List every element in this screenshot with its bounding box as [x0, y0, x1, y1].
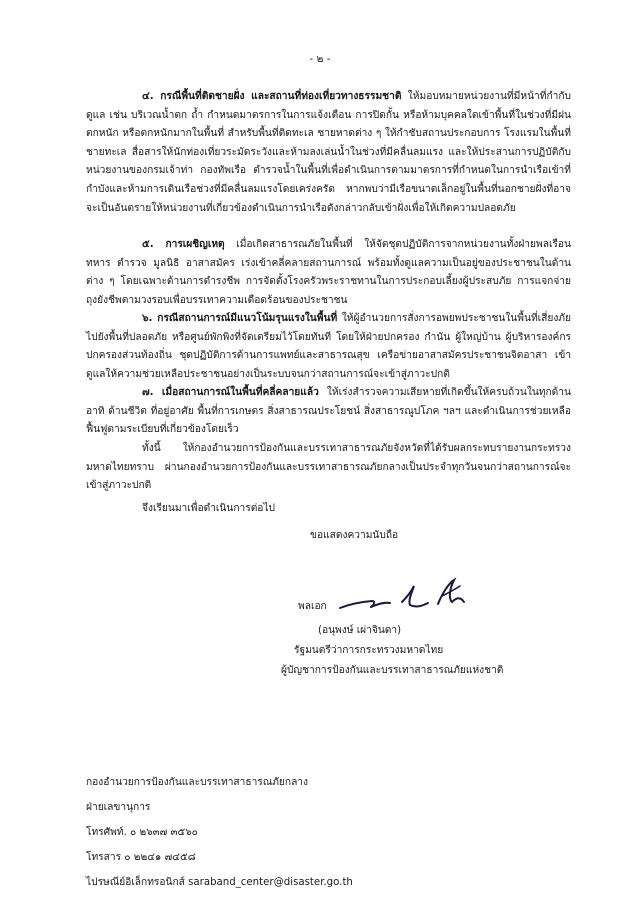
paragraph-6-heading: ๖. กรณีสถานการณ์มีแนวโน้มรุนแรงในพื้นที่ [142, 313, 338, 324]
signatory-title-2: ผู้บัญชาการป้องกันและบรรเทาสาธารณภัยแห่งชาติ [281, 665, 504, 676]
paragraph-summary [86, 440, 571, 496]
paragraph-7-text: ให้เร่งสำรวจความเสียหายที่เกิดขึ้นให้ครบถ้วนในทุกด้าน อาทิ ด้านชีวิต ที่อยู่อาศัย พื้นที่การเกษตร สิ่งสาธารณประโยชน์ สิ่งสาธารณูปโภค ฯลฯ และดำเนินการช่วยเหลือฟื้นฟูตามระเบียบที่เกี่ยวข้องโดยเร็ว [86, 387, 571, 436]
sender-email: ไปรษณีย์อิเล็กทรอนิกส์ saraband_center@disaster.go.th [86, 877, 353, 888]
sender-section: ฝ่ายเลขานุการ [86, 802, 151, 813]
page-number: - ๒ - [309, 53, 331, 65]
paragraph-6 [86, 310, 571, 384]
sender-fax: โทรสาร ๐ ๒๒๔๑ ๗๔๕๘ [86, 852, 196, 863]
paragraph-4-text: ให้มอบหมายหน่วยงานที่มีหน้าที่กำกับดูแล เช่น บริเวณน้ำตก ถ้ำ กำหนดมาตรการในการแจ้งเตือน การปิดกั้น หรือห้ามบุคคลใดเข้าพื้นที่ในช่วงที่มีฝนตกหนัก หรือตกหนักมากในพื้นที่ สำหรับพื้นที่ติดทะเล ชายหาดต่าง ๆ ให้กำชับสถานประกอบการ โรงแรมในพื้นที่ชายทะเล สื่อสารให้นักท่องเที่ยวระมัดระวังและห้ามลงเล่นน้ำในช่วงที่มีคลื่นลมแรง และให้ประสานการปฏิบัติกับหน่วยงานของกรมเจ้าท่า กองทัพเรือ ตำรวจน้ำในพื้นที่เพื่อดำเนินการตามมาตรการที่กำหนดในการนำเรือเข้าที่กำบังและห้ามการเดินเรือช่วงที่มีคลื่นลมแรงโดยเคร่งครัด หากพบว่ามีเรือขนาดเล็กอยู่ในพื้นที่นอกชายฝั่งที่อาจจะเป็นอันตรายให้หน่วยงานที่เกี่ยวข้องดำเนินการนำเรือดังกล่าวกลับเข้าฝั่งเพื่อให้เกิดความปลอดภัย [86, 91, 571, 214]
paragraph-5-text: เมื่อเกิดสาธารณภัยในพื้นที่ ให้จัดชุดปฏิบัติการจากหน่วยงานทั้งฝ่ายพลเรือน ทหาร ตำรวจ มูลนิธิ อาสาสมัคร เร่งเข้าคลี่คลายสถานการณ์ พร้อมทั้งดูแลความเป็นอยู่ของประชาชนในด้านต่าง ๆ โดยเฉพาะด้านการดำรงชีพ การจัดตั้งโรงครัวพระราชทานในการประกอบเลี้ยงผู้ประสบภัย การแจกจ่ายถุงยังชีพตามวงรอบเพื่อบรรเทาความเดือดร้อนของประชาชน [86, 239, 571, 306]
paragraph-5-heading: ๕. การเผชิญเหตุ [142, 239, 225, 250]
handwritten-signature [338, 572, 478, 618]
paragraph-summary-text: ทั้งนี้ ให้กองอำนวยการป้องกันและบรรเทาสาธารณภัยจังหวัดที่ได้รับผลกระทบรายงานกระทรวงมหาดไทยทราบ ผ่านกองอำนวยการป้องกันและบรรเทาสาธารณภัยกลางเป็นประจำทุกวันจนกว่าสถานการณ์จะเข้าสู่ภาวะปกติ [86, 443, 571, 492]
paragraph-4 [86, 88, 571, 218]
paragraph-4-heading: ๔. กรณีพื้นที่ติดชายฝั่ง และสถานที่ท่องเที่ยวทางธรรมชาติ [142, 91, 402, 102]
closing-request: จึงเรียนมาเพื่อดำเนินการต่อไป [142, 503, 276, 514]
paragraph-7-heading: ๗. เมื่อสถานการณ์ในพื้นที่คลี่คลายแล้ว [142, 387, 319, 398]
paragraph-6-text: ให้ผู้อำนวยการสั่งการอพยพประชาชนในพื้นที่เสี่ยงภัยไปยังพื้นที่ปลอดภัย หรือศูนย์พักพิงที่จัดเตรียมไว้โดยทันที โดยให้ฝ่ายปกครอง กำนัน ผู้ใหญ่บ้าน ผู้บริหารองค์กรปกครองส่วนท้องถิ่น ชุดปฏิบัติการด้านการแพทย์และสาธารณสุข เครือข่ายอาสาสมัครประชาชนจิตอาสา เข้าดูแลให้ความช่วยเหลือประชาชนอย่างเป็นระบบจนกว่าสถานการณ์จะเข้าสู่ภาวะปกติ [86, 313, 571, 380]
sender-office: กองอำนวยการป้องกันและบรรเทาสาธารณภัยกลาง [86, 777, 309, 788]
signatory-name: (อนุพงษ์ เผ่าจินดา) [318, 625, 402, 636]
signatory-title-1: รัฐมนตรีว่าการกระทรวงมหาดไทย [294, 645, 444, 656]
signatory-rank: พลเอก [298, 601, 327, 612]
paragraph-7 [86, 384, 571, 440]
sender-phone: โทรศัพท์. ๐ ๒๖๓๗ ๓๕๖๐ [86, 827, 198, 838]
sender-contact-block [86, 770, 353, 895]
regards: ขอแสดงความนับถือ [310, 530, 399, 541]
paragraph-5 [86, 236, 571, 310]
